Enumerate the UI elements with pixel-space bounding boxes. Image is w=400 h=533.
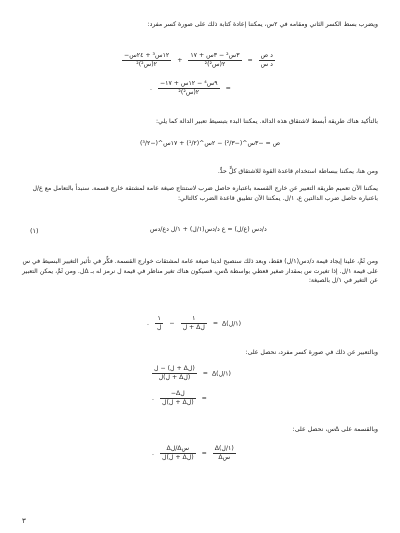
equation-6b [150, 390, 209, 407]
eq5-lhs: Δ(١/ل) [222, 320, 242, 328]
eq1-lhs-numerator: د ص [260, 52, 273, 59]
paragraph-5: ومن ثَمَّ، علينا إيجاد قيمة د/دس(١/ل) فقط، وبعد ذلك سنصبح لدينا صيغة عامة لمشتقات خوارج القسمة. فكِّر في تأثير التغيير البسيط في س على قيمة ١/ل. إذا تغيرت س بمقدار صغير فعطي بواسطة Δس، فسيكون هناك تغير مناظر في قيمة ل نرمز له بـ Δل. ومن ثَمَّ، يمكن التعبير عن التغير في ١/ل بالصيغة: [22, 258, 378, 284]
eq7-fraction [160, 445, 196, 462]
eq1-term2-denominator: ٢(س²)² [122, 60, 171, 69]
eq7-lhs [213, 445, 236, 462]
eq2-numerator: −٩س⁴ − ١٢س + ١٧ [159, 80, 218, 87]
eq6b-denominator: ل(ل + Δل) [161, 399, 194, 406]
equals-sign: = [202, 369, 208, 377]
equation-4: د/دس (ع/ل) = ع د/دس(١/ل) + ١/ل دع/دس [150, 226, 267, 233]
equals-sign: = [201, 449, 207, 457]
eq7-lhs-denominator: Δس [213, 453, 236, 462]
paragraph-7: وبالقسمة على Δس، نحصل على: [292, 426, 378, 433]
equation-6 [150, 365, 231, 382]
eq1-lhs [259, 52, 275, 69]
equation-5 [145, 315, 241, 332]
plus-sign: + [177, 56, 183, 64]
period: . [147, 319, 149, 327]
eq7-numerator: Δل/Δس [166, 445, 190, 452]
eq2-fraction [158, 80, 220, 97]
eq1-term2-numerator: −١٢س³ + ٢٤س [124, 52, 170, 59]
equation-number: (١) [30, 227, 39, 235]
eq7-denominator: ل(ل + Δل) [161, 454, 194, 461]
period: . [152, 449, 154, 457]
equation-7 [150, 445, 238, 462]
paragraph-2: بالتأكيد هناك طريقة أبسط لاشتقاق هذه الدالة. يمكننا البدء بتبسيط تعبير الدالة كما يلي: [156, 118, 378, 125]
eq6-numerator: ل − (ل + Δل) [154, 365, 195, 372]
eq1-term1 [188, 52, 241, 69]
paragraph-1: ويضرب بسط الكسر الثاني ومقامه في ٢س، يمكننا إعادة كتابة ذلك على صورة كسر مفرد: [147, 21, 378, 28]
eq1-term1-numerator: ٣س² − ٣س + ١٧ [190, 52, 240, 59]
eq1-term1-denominator: ٢(س²)² [188, 60, 241, 69]
equals-sign: = [201, 394, 207, 402]
eq5-term-b-numerator: ١ [157, 315, 161, 322]
period: . [150, 84, 152, 92]
period: . [152, 394, 154, 402]
eq5-term-a-numerator: ١ [192, 315, 196, 322]
eq6-fraction [152, 365, 197, 382]
eq5-term-b-denominator: ل [156, 324, 162, 331]
eq7-lhs-numerator: Δ(١/ل) [214, 445, 234, 452]
eq6-lhs: Δ(١/ل) [211, 370, 231, 378]
page-number: ٣ [22, 517, 26, 525]
eq6-denominator: ل(ل + Δل) [152, 373, 197, 382]
equation-3: ص = −٣س^(−²/٣) − ٢س^(¹/٢) + ١٧س^(−³/٢) [140, 140, 281, 147]
eq6b-numerator: −Δل [170, 390, 185, 397]
eq5-term-a-denominator: ل + Δل [182, 324, 205, 331]
equals-sign: = [247, 56, 253, 64]
eq2-denominator: ٢(س²)² [158, 88, 220, 97]
eq5-term-b [155, 315, 164, 332]
eq1-term2 [122, 52, 171, 69]
equation-2 [148, 80, 233, 97]
minus-sign: − [169, 319, 175, 327]
paragraph-6: وبالتعبير عن ذلك في صورة كسر مفرد، نحصل على: [245, 349, 378, 356]
paragraph-3: ومن هنا، يمكننا ببساطة استخدام قاعدة القوة للاشتقاق كلٍّ حدٍّ. [217, 168, 378, 175]
eq1-lhs-denominator: د س [260, 61, 273, 68]
paragraph-4: يمكننا الآن تعميم طريقة التعبير عن خارج القسمة باعتباره حاصل ضرب لاستنتاج صيغة عامة لمشتقة خارج قسمة. سنبدأ بالتعامل مع ع/ل باعتباره حاصل ضرب الدالتين ع، ١/ل. يمكننا الآن تطبيق قاعدة الضرب كالتالي: [32, 185, 378, 202]
eq6b-fraction [160, 390, 196, 407]
equation-1 [120, 52, 277, 69]
eq5-term-a [181, 315, 207, 332]
equals-sign: = [212, 319, 219, 327]
equals-sign: = [225, 84, 231, 92]
